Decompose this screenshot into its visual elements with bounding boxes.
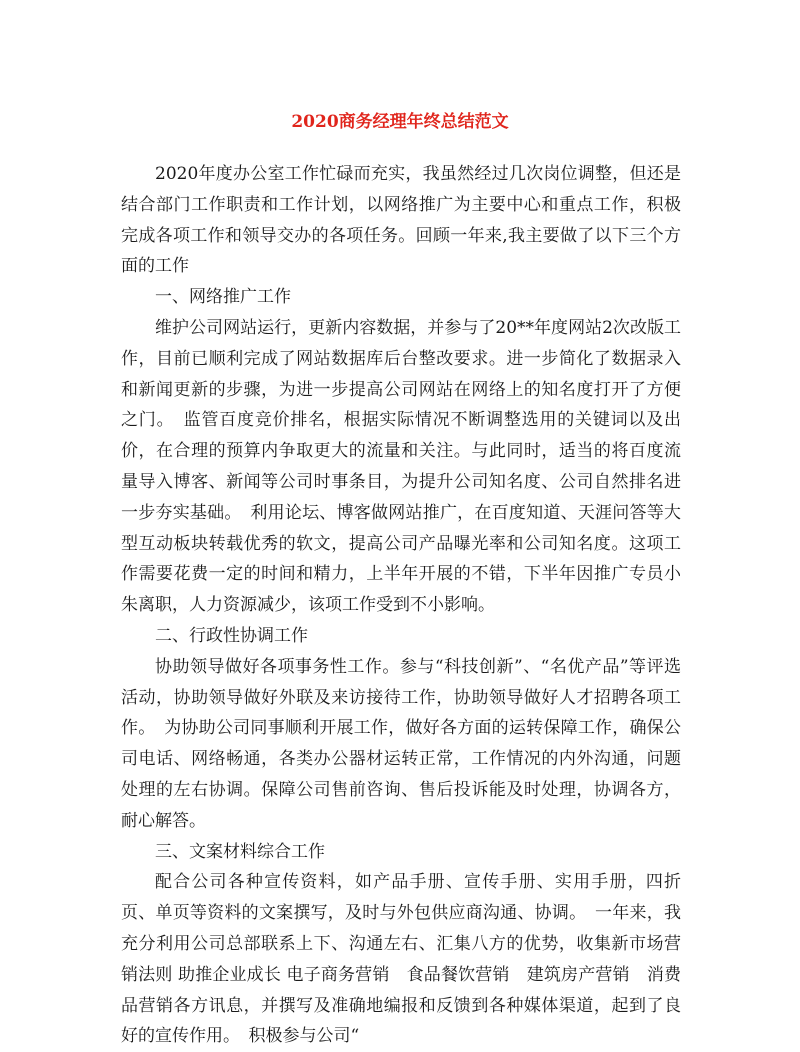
section-heading-administrative-coordination: 二、行政性协调工作 (155, 625, 308, 646)
section-body-copywriting-materials: 配合公司各种宣传资料，如产品手册、宣传手册、实用手册，四折页、单页等资料的文案撰写，及时与外包供应商沟通、协调。 一年来，我充分利用公司总部联系上下、沟通左右、汇集八方的优势，收集新市场营销法则 助推企业成长 电子商务营销 食品餐饮营销 建筑房产营销 消费品营销各方讯息，并撰写及准确地编报和反馈到各种媒体渠道，起到了良好的宣传作用。 积极参与公司“ (121, 872, 681, 1047)
section-body-network-promotion: 维护公司网站运行，更新内容数据，并参与了20**年度网站2次改版工作，目前已顺利完成了网站数据库后台整改要求。进一步简化了数据录入和新闻更新的步骤，为进一步提高公司网站在网络上的知名度打开了方便之门。 监管百度竞价排名，根据实际情况不断调整选用的关键词以及出价，在合理的预算内争取更大的流量和关注。与此同时，适当的将百度流量导入博客、新闻等公司时事条目，为提升公司知名度、公司自然排名进一步夯实基础。 利用论坛、博客做网站推广，在百度知道、天涯问答等大型互动板块转载优秀的软文，提高公司产品曝光率和公司知名度。这项工作需要花费一定的时间和精力，上半年开展的不错，下半年因推广专员小朱离职，人力资源减少，该项工作受到不小影响。 (121, 317, 681, 616)
section-heading-copywriting-materials: 三、文案材料综合工作 (155, 841, 325, 862)
section-heading-network-promotion: 一、网络推广工作 (155, 287, 291, 308)
section-body-administrative-coordination: 协助领导做好各项事务性工作。参与“科技创新”、“名优产品”等评选活动，协助领导做好外联及来访接待工作，协助领导做好人才招聘各项工作。 为协助公司同事顺利开展工作，做好各方面的运转保障工作，确保公司电话、网络畅通，各类办公器材运转正常，工作情况的内外沟通，问题处理的左右协调。保障公司售前咨询、售后投诉能及时处理，协调各方，耐心解答。 (121, 656, 681, 831)
intro-paragraph: 2020年度办公室工作忙碌而充实，我虽然经过几次岗位调整，但还是结合部门工作职责和工作计划，以网络推广为主要中心和重点工作，积极完成各项工作和领导交办的各项任务。回顾一年来,我主要做了以下三个方面的工作 (121, 164, 681, 277)
page-title: 2020商务经理年终总结范文 (291, 112, 509, 132)
document-body (121, 159, 681, 1052)
